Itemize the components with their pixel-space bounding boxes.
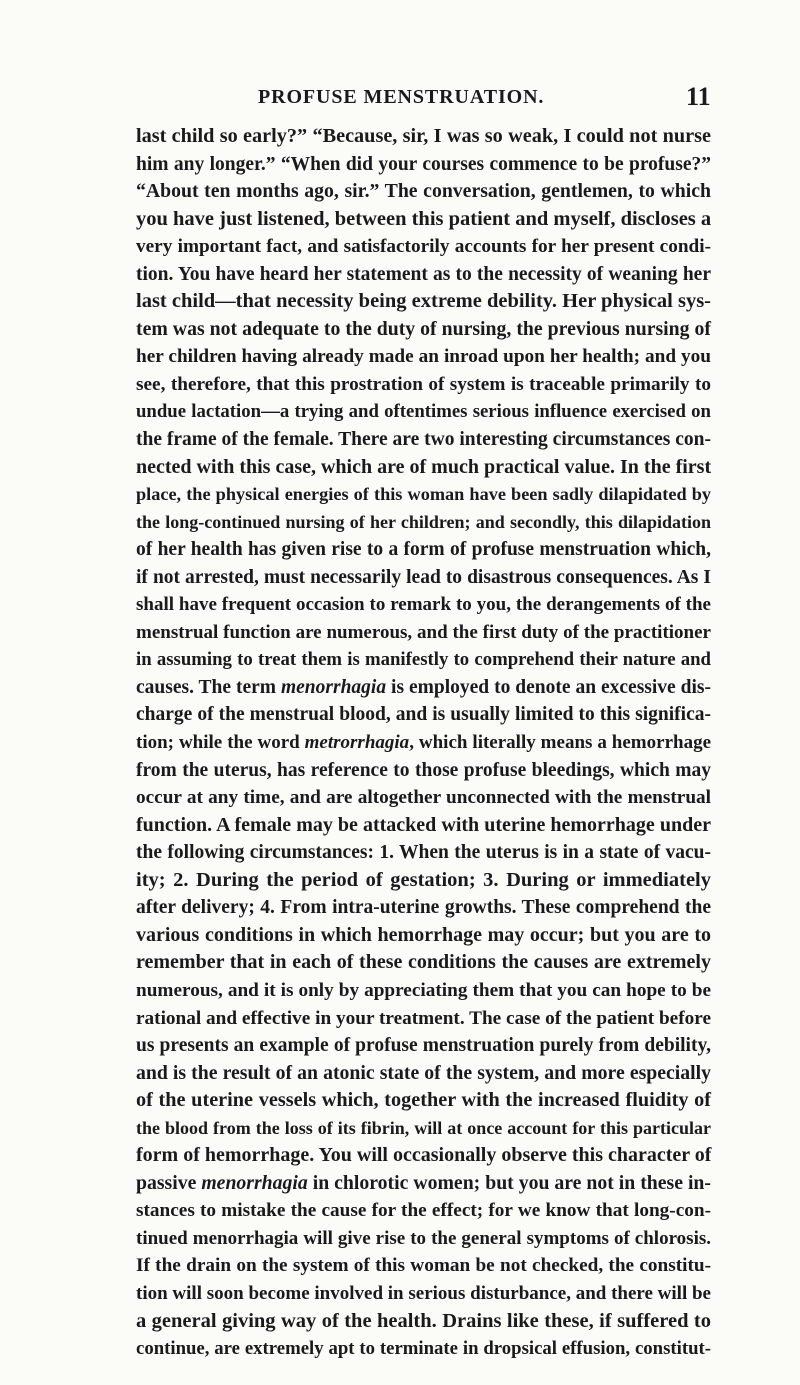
text-line: remember that in each of these conditions the causes are extremely <box>136 951 711 974</box>
text-line: passive menorrhagia in chlorotic women; but you are not in these in- <box>136 1171 711 1194</box>
text-line: function. A female may be attacked with uterine hemorrhage under <box>136 813 711 836</box>
page-number: 11 <box>686 82 711 111</box>
text-line: various conditions in which hemorrhage may occur; but you are to <box>136 923 711 946</box>
text-line: shall have frequent occasion to remark to you, the derangements of the <box>136 594 711 616</box>
text-line: of her health has given rise to a form of profuse menstruation which, <box>136 539 711 561</box>
text-line: occur at any time, and are altogether unconnected with the menstrual <box>136 787 711 809</box>
text-line: causes. The term menorrhagia is employed to denote an excessive dis- <box>136 676 711 698</box>
text-line: tion will soon become involved in serious disturbance, and there will be <box>136 1282 711 1304</box>
text-line: If the drain on the system of this woman be not checked, the constitu- <box>136 1255 711 1277</box>
text-line: menstrual function are numerous, and the first duty of the practitioner <box>136 621 711 643</box>
text-line: place, the physical energies of this woman have been sadly dilapidated by <box>136 484 711 505</box>
text-line: undue lactation—a trying and oftentimes serious influence exercised on <box>136 401 711 423</box>
text-line: him any longer.” “When did your courses commence to be profuse?” <box>136 153 711 175</box>
text-line: if not arrested, must necessarily lead to disastrous consequences. As I <box>136 566 711 588</box>
text-line: and is the result of an atonic state of the system, and more especially <box>136 1061 711 1084</box>
text-line: very important fact, and satisfactorily accounts for her present condi- <box>136 236 711 258</box>
text-line: ity; 2. During the period of gestation; 3. During or immediately <box>136 868 711 891</box>
text-line: “About ten months ago, sir.” The conversation, gentlemen, to which <box>136 180 711 203</box>
text-line: the frame of the female. There are two interesting circumstances con- <box>136 429 711 451</box>
text-line: nected with this case, which are of much practical value. In the first <box>136 455 712 478</box>
text-line: charge of the menstrual blood, and is usually limited to this significa- <box>136 704 711 726</box>
text-line: from the uterus, has reference to those profuse bleedings, which may <box>136 759 711 781</box>
text-line: see, therefore, that this prostration of system is traceable primarily to <box>136 373 711 395</box>
text-line: of the uterine vessels which, together with the increased fluidity of <box>136 1089 711 1112</box>
text-line: tion. You have heard her statement as to the necessity of weaning her <box>136 263 711 285</box>
text-line: stances to mistake the cause for the effect; for we know that long-con- <box>136 1200 711 1222</box>
text-line: the long-continued nursing of her children; and secondly, this dilapidation <box>136 511 711 532</box>
text-line: tinued menorrhagia will give rise to the general symptoms of chlorosis. <box>136 1227 711 1249</box>
text-line: you have just listened, between this patient and myself, discloses a <box>136 207 712 230</box>
text-line: after delivery; 4. From intra-uterine growths. These comprehend the <box>136 897 711 919</box>
text-line: in assuming to treat them is manifestly to comprehend their nature and <box>136 649 711 671</box>
text-line: her children having already made an inroad upon her health; and you <box>136 346 711 368</box>
text-line: us presents an example of profuse menstruation purely from debility, <box>136 1035 711 1057</box>
running-title: PROFUSE MENSTRUATION. <box>258 86 545 108</box>
text-line: rational and effective in your treatment. The case of the patient before <box>136 1007 711 1029</box>
text-line: tion; while the word metrorrhagia, which literally means a hemorrhage <box>136 732 712 754</box>
text-line: tem was not adequate to the duty of nursing, the previous nursing of <box>136 317 711 340</box>
text-line: a general giving way of the health. Drains like these, if suffered to <box>136 1309 711 1332</box>
text-line: continue, are extremely apt to terminate in dropsical effusion, constitut- <box>136 1338 711 1360</box>
text-line: last child—that necessity being extreme debility. Her physical sys- <box>136 290 711 313</box>
text-line: the following circumstances: 1. When the uterus is in a state of vacu- <box>136 842 711 864</box>
body-text <box>136 123 711 1363</box>
text-line: last child so early?” “Because, sir, I was so weak, I could not nurse <box>136 125 711 147</box>
text-line: numerous, and it is only by appreciating them that you can hope to be <box>136 979 711 1001</box>
text-line: form of hemorrhage. You will occasionally observe this character of <box>136 1144 712 1167</box>
text-line: the blood from the loss of its fibrin, will at once account for this particular <box>136 1117 711 1138</box>
